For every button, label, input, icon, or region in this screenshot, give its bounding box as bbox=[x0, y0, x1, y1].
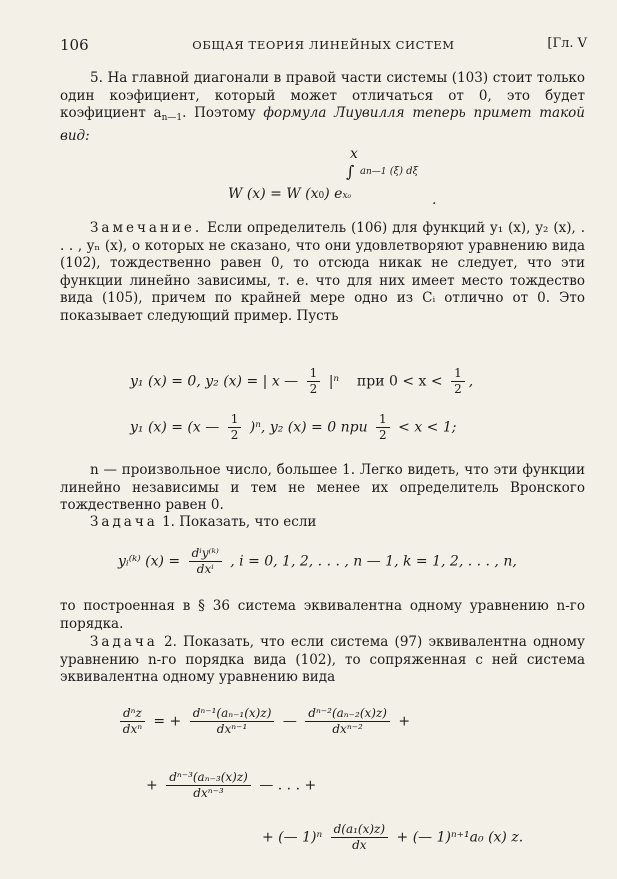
task-1-conclusion: то построенная в § 36 система эквивалентна одному уравнению n-го порядка. bbox=[60, 598, 585, 632]
example-line-2: y₁ (x) = (x — $\frac{1}{2}$ )ⁿ, y₂ (x) = 0 при $\frac{1}{2}$ < x < 1; bbox=[130, 412, 457, 442]
integral-upper-limit: x bbox=[350, 146, 358, 162]
paragraph-wronskian: n — произвольное число, большее 1. Легко видеть, что эти функции линейно независимы и тем не менее их определитель Вронского тождественно равен 0. bbox=[60, 462, 585, 513]
chapter-marker: [Гл. V bbox=[547, 36, 587, 51]
task-1-formula: yᵢ⁽ᵏ⁾ (x) = $\frac{\text{dⁱy⁽ᵏ⁾}}{\text{dxⁱ}}$ , i = 0, 1, 2, . . . , n — 1, k = 1, 2, . . . , n, bbox=[118, 546, 517, 576]
running-title: ОБЩАЯ ТЕОРИЯ ЛИНЕЙНЫХ СИСТЕМ bbox=[192, 38, 455, 52]
italic-statement: формула Лиувилля теперь примет такой вид: bbox=[60, 105, 585, 144]
liouville-formula: W (x) = W (x0) ex₀ bbox=[228, 186, 352, 202]
adjoint-equation-line-1: $\frac{\text{dⁿz}}{\text{dxⁿ}}$ = + $\frac{\text{dⁿ⁻¹(aₙ₋₁(x)z)}}{\text{dxⁿ⁻¹}}$ — $\frac{\text{dⁿ⁻²(aₙ₋₂(x)z)}}{\text{dxⁿ⁻²}}$ + bbox=[116, 706, 410, 737]
task-1-label: Задача bbox=[90, 514, 158, 530]
page-header bbox=[60, 36, 587, 56]
adjoint-equation-line-3: + (— 1)ⁿ $\frac{\text{d(a₁(x)z)}}{dx}$ + (— 1)ⁿ⁺¹a₀ (x) z. bbox=[262, 822, 524, 852]
remark-label: Замечание. bbox=[90, 220, 203, 236]
paragraph-5: 5. На главной диагонали в правой части системы (103) стоит только один коэфициент, который может отличаться от 0, это будет коэфициент $a_{n—1}$. Поэтому формула Лиувилля теперь примет такой вид: bbox=[60, 70, 585, 144]
task-2-label: Задача bbox=[90, 634, 158, 650]
formula-period: . bbox=[432, 192, 437, 208]
adjoint-equation-line-2: + $\frac{\text{dⁿ⁻³(aₙ₋₃(x)z)}}{\text{dxⁿ⁻³}}$ — . . . + bbox=[146, 770, 317, 800]
example-line-1: y₁ (x) = 0, y₂ (x) = | x — $\frac{1}{2}$ |ⁿ при 0 < x < $\frac{1}{2}$ , bbox=[130, 366, 474, 396]
task-2: Задача 2. Показать, что если система (97) эквивалентна одному уравнению n-го порядка вида (102), то сопряженная с ней система эквивалентна одному уравнению вида bbox=[60, 634, 585, 685]
page-number: 106 bbox=[60, 36, 89, 54]
task-1: Задача 1. Показать, что если bbox=[90, 514, 317, 530]
integrand: an—1 (ξ) dξ bbox=[360, 166, 419, 177]
remark-paragraph: Замечание. Если определитель (106) для функций y₁ (x), y₂ (x), . . . , yₙ (x), о которых не сказано, что они удовлетворяют уравнению вида (102), тождественно равен 0, то отсюда никак не следует, что эти функции линейно зависимы, т. е. что для них имеет место тождество вида (105), причем по крайней мере одно из Cᵢ отлично от 0. Это показывает следующий пример. Пусть bbox=[60, 220, 585, 324]
integral-sign: ∫ bbox=[346, 162, 355, 181]
